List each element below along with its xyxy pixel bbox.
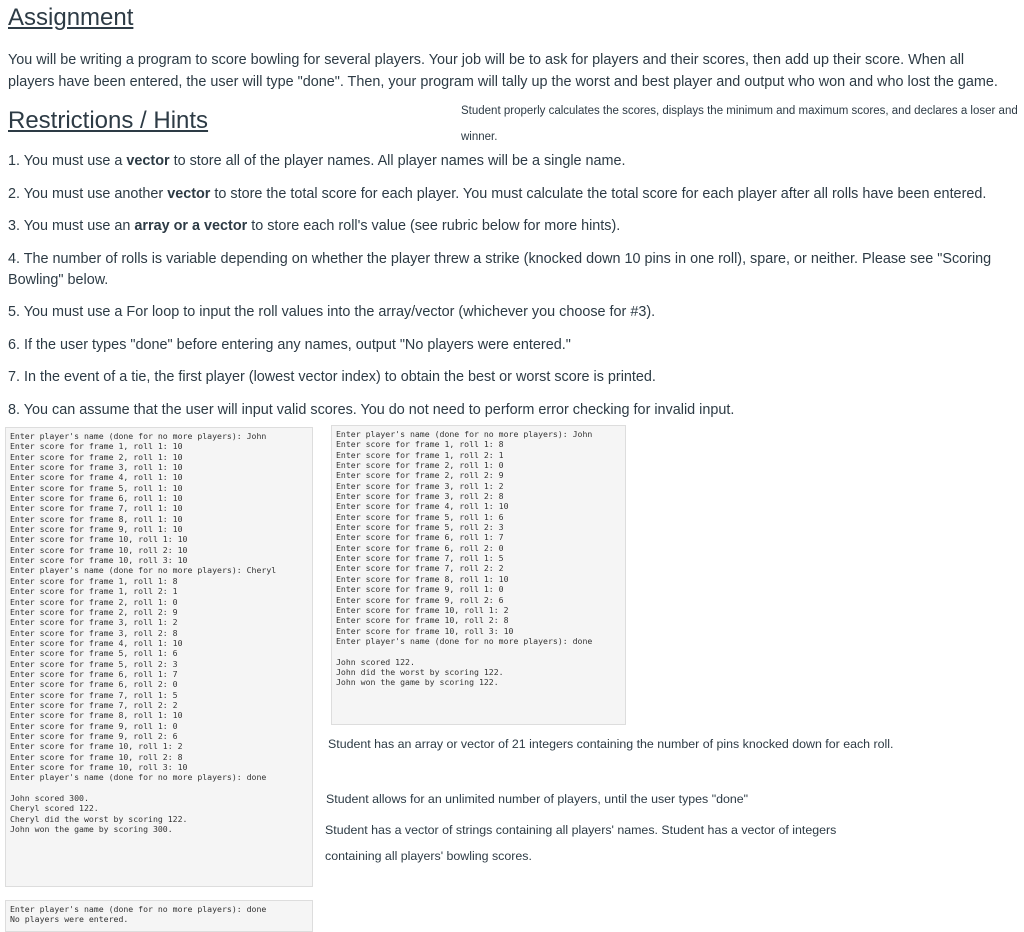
hint-item: 4. The number of rolls is variable depending on whether the player threw a strike (knocked down 10 pins in one roll), spare, or neither. Please see "Scoring Bowling" below. (8, 251, 992, 288)
code-line: Enter score for frame 2, roll 1: 0 (336, 460, 504, 471)
code-line: Enter score for frame 5, roll 1: 10 (10, 482, 183, 493)
hint-item: 5. You must use a For loop to input the roll values into the array/vector (whichever you choose for #3). (8, 304, 656, 320)
code-line: Enter score for frame 6, roll 2: 0 (336, 542, 504, 553)
code-line: Enter score for frame 5, roll 2: 3 (10, 658, 178, 669)
code-line: Enter score for frame 6, roll 2: 0 (10, 679, 178, 690)
code-line: Enter score for frame 10, roll 1: 2 (10, 741, 183, 752)
sample-output-one-player (331, 425, 626, 725)
code-line: Enter score for frame 3, roll 1: 2 (10, 617, 178, 628)
code-line: Enter player's name (done for no more players): Cheryl (10, 565, 277, 576)
page-title: Assignment (8, 4, 134, 31)
code-line: Enter score for frame 5, roll 1: 6 (336, 511, 504, 522)
code-line: Enter player's name (done for no more players): John (336, 429, 593, 439)
code-line: Enter score for frame 1, roll 2: 1 (10, 586, 178, 597)
code-line: Enter player's name (done for no more players): done (10, 904, 267, 914)
code-line: John scored 122. (336, 656, 415, 667)
hint-item: 1. You must use a vector to store all of the player names. All player names will be a single name. (8, 153, 626, 169)
code-line (336, 646, 621, 656)
code-line: Enter score for frame 10, roll 1: 2 (336, 604, 509, 615)
code-line: Enter score for frame 2, roll 2: 9 (10, 606, 178, 617)
code-line: Enter score for frame 8, roll 1: 10 (10, 513, 183, 524)
restrictions-heading: Restrictions / Hints (8, 107, 209, 134)
code-line: Enter score for frame 6, roll 1: 7 (10, 668, 178, 679)
code-line: Enter score for frame 7, roll 1: 10 (10, 503, 183, 514)
hint-item: 3. You must use an array or a vector to store each roll's value (see rubric below for more hints). (8, 218, 621, 234)
code-line: Enter score for frame 8, roll 1: 10 (10, 710, 183, 721)
code-line: John did the worst by scoring 122. (336, 666, 504, 677)
code-line: Enter score for frame 9, roll 1: 0 (10, 720, 178, 731)
code-line: Enter score for frame 3, roll 1: 2 (336, 480, 504, 491)
rubric-note-scores: Student properly calculates the scores, displays the minimum and maximum scores, and declares a loser and winner. (461, 105, 1018, 143)
code-line: Enter score for frame 1, roll 2: 1 (336, 449, 504, 460)
code-line: Enter score for frame 7, roll 2: 2 (336, 563, 504, 574)
hint-item: 7. In the event of a tie, the first player (lowest vector index) to obtain the best or worst score is printed. (8, 369, 656, 385)
intro-paragraph: You will be writing a program to score bowling for several players. Your job will be to ask for players and their scores, then add up their score. When all players have been entered, the user will type "done". Then, your program will tally up the worst and best player and output who won and who lost the game. (8, 52, 998, 90)
code-line: Enter score for frame 8, roll 1: 10 (336, 573, 509, 584)
code-line: Enter score for frame 1, roll 1: 8 (10, 575, 178, 586)
code-line: Enter score for frame 4, roll 1: 10 (10, 472, 183, 483)
code-line: Enter score for frame 7, roll 2: 2 (10, 699, 178, 710)
rubric-note-roll-array: Student has an array or vector of 21 integers containing the number of pins knocked down for each roll. (328, 737, 894, 751)
code-line: Enter score for frame 3, roll 2: 8 (336, 491, 504, 502)
code-line: Enter score for frame 10, roll 2: 8 (336, 615, 509, 626)
code-line: Enter score for frame 1, roll 1: 10 (10, 441, 183, 452)
code-line: Enter score for frame 10, roll 1: 10 (10, 534, 188, 545)
code-line: Enter player's name (done for no more players): done (336, 635, 593, 646)
code-line: Enter score for frame 9, roll 1: 0 (336, 584, 504, 595)
code-line (10, 783, 308, 793)
code-line: Enter score for frame 10, roll 3: 10 (10, 555, 188, 566)
code-line: Enter score for frame 10, roll 2: 8 (10, 751, 183, 762)
hint-item: 8. You can assume that the user will input valid scores. You do not need to perform error checking for invalid input. (8, 402, 735, 418)
code-line: Enter score for frame 9, roll 2: 6 (10, 730, 178, 741)
code-line: Enter score for frame 2, roll 1: 0 (10, 596, 178, 607)
code-line: Enter score for frame 7, roll 1: 5 (336, 553, 504, 564)
code-line: Enter score for frame 10, roll 3: 10 (10, 762, 188, 772)
code-line: John won the game by scoring 300. (10, 824, 173, 835)
code-line: Enter score for frame 5, roll 1: 6 (10, 648, 178, 659)
code-line: Enter score for frame 2, roll 2: 9 (336, 470, 504, 481)
hint-item: 6. If the user types "done" before entering any names, output "No players were entered." (8, 337, 571, 353)
code-line: Enter score for frame 9, roll 2: 6 (336, 594, 504, 605)
code-line: No players were entered. (10, 914, 129, 925)
code-line: John won the game by scoring 122. (336, 677, 499, 688)
rubric-note-vectors: Student has a vector of strings containing all players' names. Student has a vector of integers containing all players' bowling scores. (325, 823, 837, 863)
code-line: Cheryl did the worst by scoring 122. (10, 813, 188, 824)
code-line: Enter player's name (done for no more players): done (10, 772, 267, 783)
sample-output-two-players (5, 427, 313, 887)
code-line: Cheryl scored 122. (10, 803, 99, 814)
code-line: Enter score for frame 3, roll 2: 8 (10, 627, 178, 638)
code-line: Enter player's name (done for no more players): John (10, 431, 267, 441)
code-line: Enter score for frame 1, roll 1: 8 (336, 439, 504, 450)
code-line: Enter score for frame 6, roll 1: 10 (10, 493, 183, 504)
code-line: Enter score for frame 10, roll 2: 10 (10, 544, 188, 555)
code-line: Enter score for frame 2, roll 1: 10 (10, 451, 183, 462)
code-line: Enter score for frame 7, roll 1: 5 (10, 689, 178, 700)
code-line: Enter score for frame 4, roll 1: 10 (336, 501, 509, 512)
code-line: Enter score for frame 5, roll 2: 3 (336, 522, 504, 533)
hint-item: 2. You must use another vector to store the total score for each player. You must calculate the total score for each player after all rolls have been entered. (8, 186, 987, 202)
code-line: John scored 300. (10, 793, 89, 804)
code-line: Enter score for frame 3, roll 1: 10 (10, 462, 183, 473)
rubric-note-unlimited-players: Student allows for an unlimited number of players, until the user types "done" (326, 792, 749, 806)
code-line: Enter score for frame 6, roll 1: 7 (336, 532, 504, 543)
code-line: Enter score for frame 10, roll 3: 10 (336, 625, 514, 636)
sample-output-no-players (5, 900, 313, 932)
code-line: Enter score for frame 4, roll 1: 10 (10, 637, 183, 648)
code-line: Enter score for frame 9, roll 1: 10 (10, 524, 183, 535)
